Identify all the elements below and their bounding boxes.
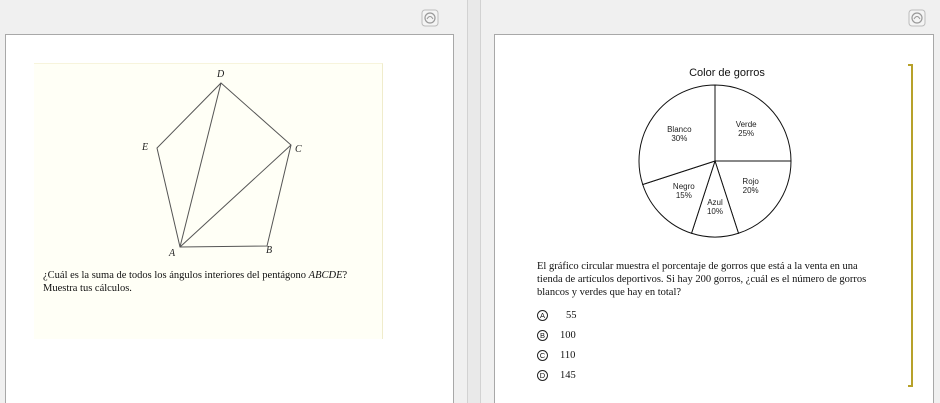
page-divider[interactable] [467, 0, 481, 403]
stamp-icon [908, 9, 926, 27]
chart-title: Color de gorros [689, 67, 765, 79]
option-b-bubble[interactable]: B [537, 330, 548, 341]
slice-value-label: 10% [706, 207, 724, 217]
option-b[interactable] [537, 328, 576, 342]
option-d[interactable] [537, 368, 576, 382]
option-c-bubble[interactable]: C [537, 350, 548, 361]
slice-value-label: 15% [675, 191, 692, 201]
pentagon-figure [6, 35, 455, 295]
question-text [43, 269, 403, 295]
option-c-value: 110 [560, 349, 576, 361]
question-line1-end: ? [342, 270, 348, 281]
option-b-value: 100 [560, 329, 576, 341]
right-page [494, 34, 934, 403]
option-a-value: 55 [566, 309, 577, 321]
vertex-b-label: B [266, 245, 273, 256]
slice-value-label: 20% [742, 185, 759, 195]
pentagon-name: ABCDE [308, 270, 343, 281]
stamp-icon [421, 9, 439, 27]
option-c[interactable] [537, 348, 575, 362]
vertex-c-label: C [295, 144, 302, 155]
question-line: tienda de artículos deportivos. Si hay 200 gorros, ¿cuál es el número de gorros [537, 274, 867, 285]
option-d-value: 145 [560, 369, 576, 381]
option-a[interactable] [537, 308, 577, 322]
pie-chart [635, 81, 795, 241]
slice-value-label: 25% [738, 128, 755, 138]
slice-label: Azul [707, 198, 723, 208]
slice-label: Rojo [742, 176, 759, 186]
question-line: blancos y verdes que hay en total? [537, 287, 682, 298]
vertex-e-label: E [142, 142, 149, 153]
slice-value-label: 30% [671, 134, 688, 144]
left-page [5, 34, 454, 403]
slice-label: Blanco [667, 125, 692, 135]
question-line: El gráfico circular muestra el porcentaje de gorros que está a la venta en una [537, 261, 858, 272]
option-a-bubble[interactable]: A [537, 310, 548, 321]
margin-bracket [908, 64, 913, 387]
option-d-bubble[interactable]: D [537, 370, 548, 381]
slice-label: Verde [735, 119, 757, 129]
question-text [537, 260, 917, 299]
question-line1-start: ¿Cuál es la suma de todos los ángulos interiores del pentágono [43, 270, 309, 281]
slice-label: Negro [672, 182, 695, 192]
vertex-d-label: D [217, 69, 225, 80]
vertex-a-label: A [169, 248, 176, 259]
question-line2: Muestra tus cálculos. [43, 283, 132, 294]
